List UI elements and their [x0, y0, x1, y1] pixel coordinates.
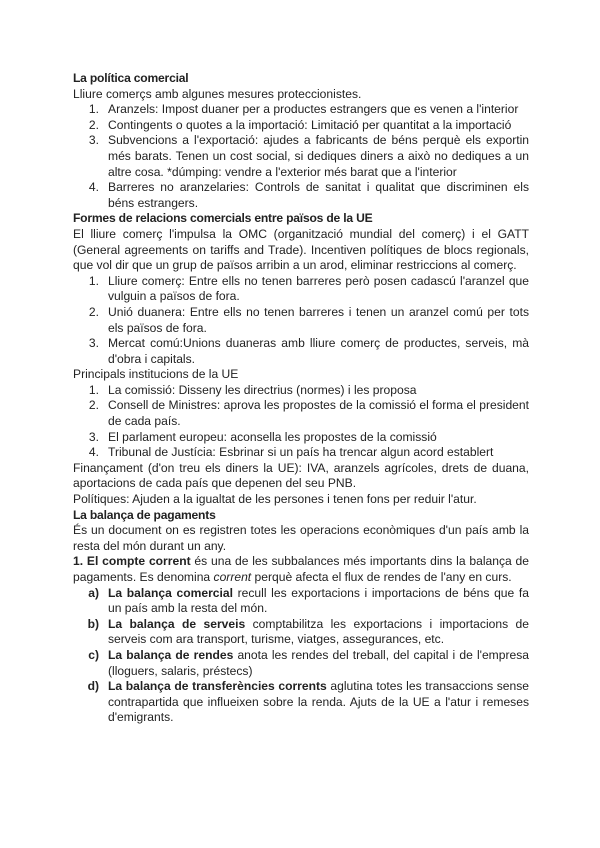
- list-description: anota les rendes del treball, del capital i de l'empresa (lloguers, salaris, préstecs): [108, 647, 529, 678]
- eu-trade-list: [73, 274, 529, 368]
- list-item: [73, 648, 529, 679]
- list-item: [73, 102, 529, 118]
- list-item: [73, 133, 529, 180]
- list-number: 1.: [88, 382, 99, 397]
- list-item: [73, 383, 529, 399]
- list-text: Contingents o quotes a la importació: Limitació per quantitat a la importació: [108, 117, 512, 132]
- list-description: comptabilitza les exportacions i importacions de serveis com ara transport, turisme, viatges, assegurances, etc.: [108, 616, 529, 647]
- list-text: Lliure comerç: Entre ells no tenen barreres però posen cadascú l'aranzel que vulguin a països de fora.: [108, 273, 529, 304]
- list-letter: b): [87, 616, 99, 631]
- current-account-emphasis: corrent: [213, 570, 252, 584]
- list-letter: a): [88, 585, 99, 600]
- eu-institutions-intro: Principals institucions de la UE: [73, 367, 239, 382]
- eu-policies-paragraph: Polítiques: Ajuden a la igualtat de les persones i tenen fons per reduir l'atur.: [73, 492, 477, 507]
- document-page: [73, 71, 529, 726]
- list-text: [108, 586, 529, 617]
- section-title-balance-of-payments: La balança de pagaments: [73, 507, 216, 522]
- balance-of-payments-intro: És un document on es registren totes les operacions econòmiques d'un país amb la resta del món durant un any.: [73, 523, 529, 553]
- list-number: 4.: [88, 445, 99, 460]
- list-text: [108, 617, 529, 648]
- current-account-paragraph: [73, 554, 529, 585]
- list-number: 2.: [88, 117, 99, 132]
- list-text: Mercat comú:Unions duaneras amb lliure comerç de productes, serveis, mà d'obra i capitals.: [108, 336, 529, 366]
- list-item: [73, 336, 529, 367]
- list-item: [73, 679, 529, 726]
- list-text: Tribunal de Justícia: Esbrinar si un país ha trencar algun acord establert: [108, 445, 494, 460]
- list-item: [73, 305, 529, 336]
- trade-policy-list: [73, 102, 529, 211]
- list-number: 2.: [88, 304, 99, 319]
- list-description: aglutina totes les transaccions sense contrapartida que influeixen sobre la renda. Ajuts de la UE a l'atur i remeses d'emigrants.: [108, 679, 529, 725]
- list-item: [73, 398, 529, 429]
- current-account-text-end: perquè afecta el flux de rendes de l'any en curs.: [251, 570, 512, 584]
- list-text: [108, 679, 529, 726]
- list-item: [73, 586, 529, 617]
- list-item: [73, 180, 529, 211]
- list-letter: d): [87, 679, 99, 694]
- list-text: [108, 648, 529, 679]
- section-title-eu-trade-relations: Formes de relacions comercials entre països de la UE: [73, 211, 373, 226]
- list-item: [73, 617, 529, 648]
- list-text: Consell de Ministres: aprova les propostes de la comissió el forma el president de cada país.: [108, 398, 529, 429]
- list-number: 3.: [88, 429, 99, 444]
- list-letter: c): [88, 647, 99, 662]
- eu-institutions-list: [73, 383, 529, 461]
- list-item: [73, 274, 529, 305]
- list-number: 2.: [88, 398, 99, 413]
- eu-financing-paragraph: Finançament (d'on treu els diners la UE): IVA, aranzels agrícoles, drets de duana, aportacions de cada país que depenen del seu PNB.: [73, 460, 529, 491]
- list-item: [73, 118, 529, 134]
- list-term: La balança de rendes: [108, 647, 234, 662]
- list-description: recull les exportacions i importacions de béns que fa un país amb la resta del món.: [108, 585, 530, 616]
- current-account-sublist: [73, 586, 529, 726]
- trade-policy-intro: Lliure comerçs amb algunes mesures proteccionistes.: [73, 86, 362, 101]
- list-number: 1.: [88, 102, 99, 117]
- list-number: 3.: [88, 336, 99, 351]
- list-text: El parlament europeu: aconsella les propostes de la comissió: [108, 429, 437, 444]
- current-account-label: 1. El compte corrent: [73, 554, 191, 569]
- current-account-text: és una de les subbalances més importants dins la balança de pagaments. Es denomina: [73, 554, 529, 584]
- list-number: 1.: [88, 273, 99, 288]
- section-title-trade-policy: La política comercial: [73, 71, 189, 85]
- list-text: La comissió: Disseny les directrius (normes) i les proposa: [108, 382, 417, 397]
- list-text: Barreres no aranzelaries: Controls de sanitat i qualitat que discriminen els béns estrangers.: [108, 180, 529, 210]
- list-text: Aranzels: Impost duaner per a productes estrangers que es venen a l'interior: [108, 102, 519, 117]
- list-term: La balança de transferències corrents: [108, 679, 327, 694]
- list-number: 4.: [88, 180, 99, 195]
- eu-trade-intro: El lliure comerç l'impulsa la OMC (organització mundial del comerç) i el GATT (General agreements on tariffs and Trade). Incentiven polítiques de blocs regionals, que vol dir que un grup de països arribin a un arod, eliminar restriccions al comerç.: [73, 226, 529, 273]
- list-item: [73, 430, 529, 446]
- list-text: Unió duanera: Entre ells no tenen barreres i tenen un aranzel comú per tots els països de fora.: [108, 304, 529, 335]
- list-term: La balança comercial: [108, 585, 233, 600]
- list-number: 3.: [88, 133, 99, 148]
- list-text: Subvencions a l'exportació: ajudes a fabricants de béns perquè els exportin més barats. Tenen un cost social, si dediques diners a això no dediques a un altre cosa. *dúmping: vendre a l'exterior més barat que a l'interior: [108, 133, 529, 179]
- list-term: La balança de serveis: [108, 616, 246, 631]
- list-item: [73, 445, 529, 461]
